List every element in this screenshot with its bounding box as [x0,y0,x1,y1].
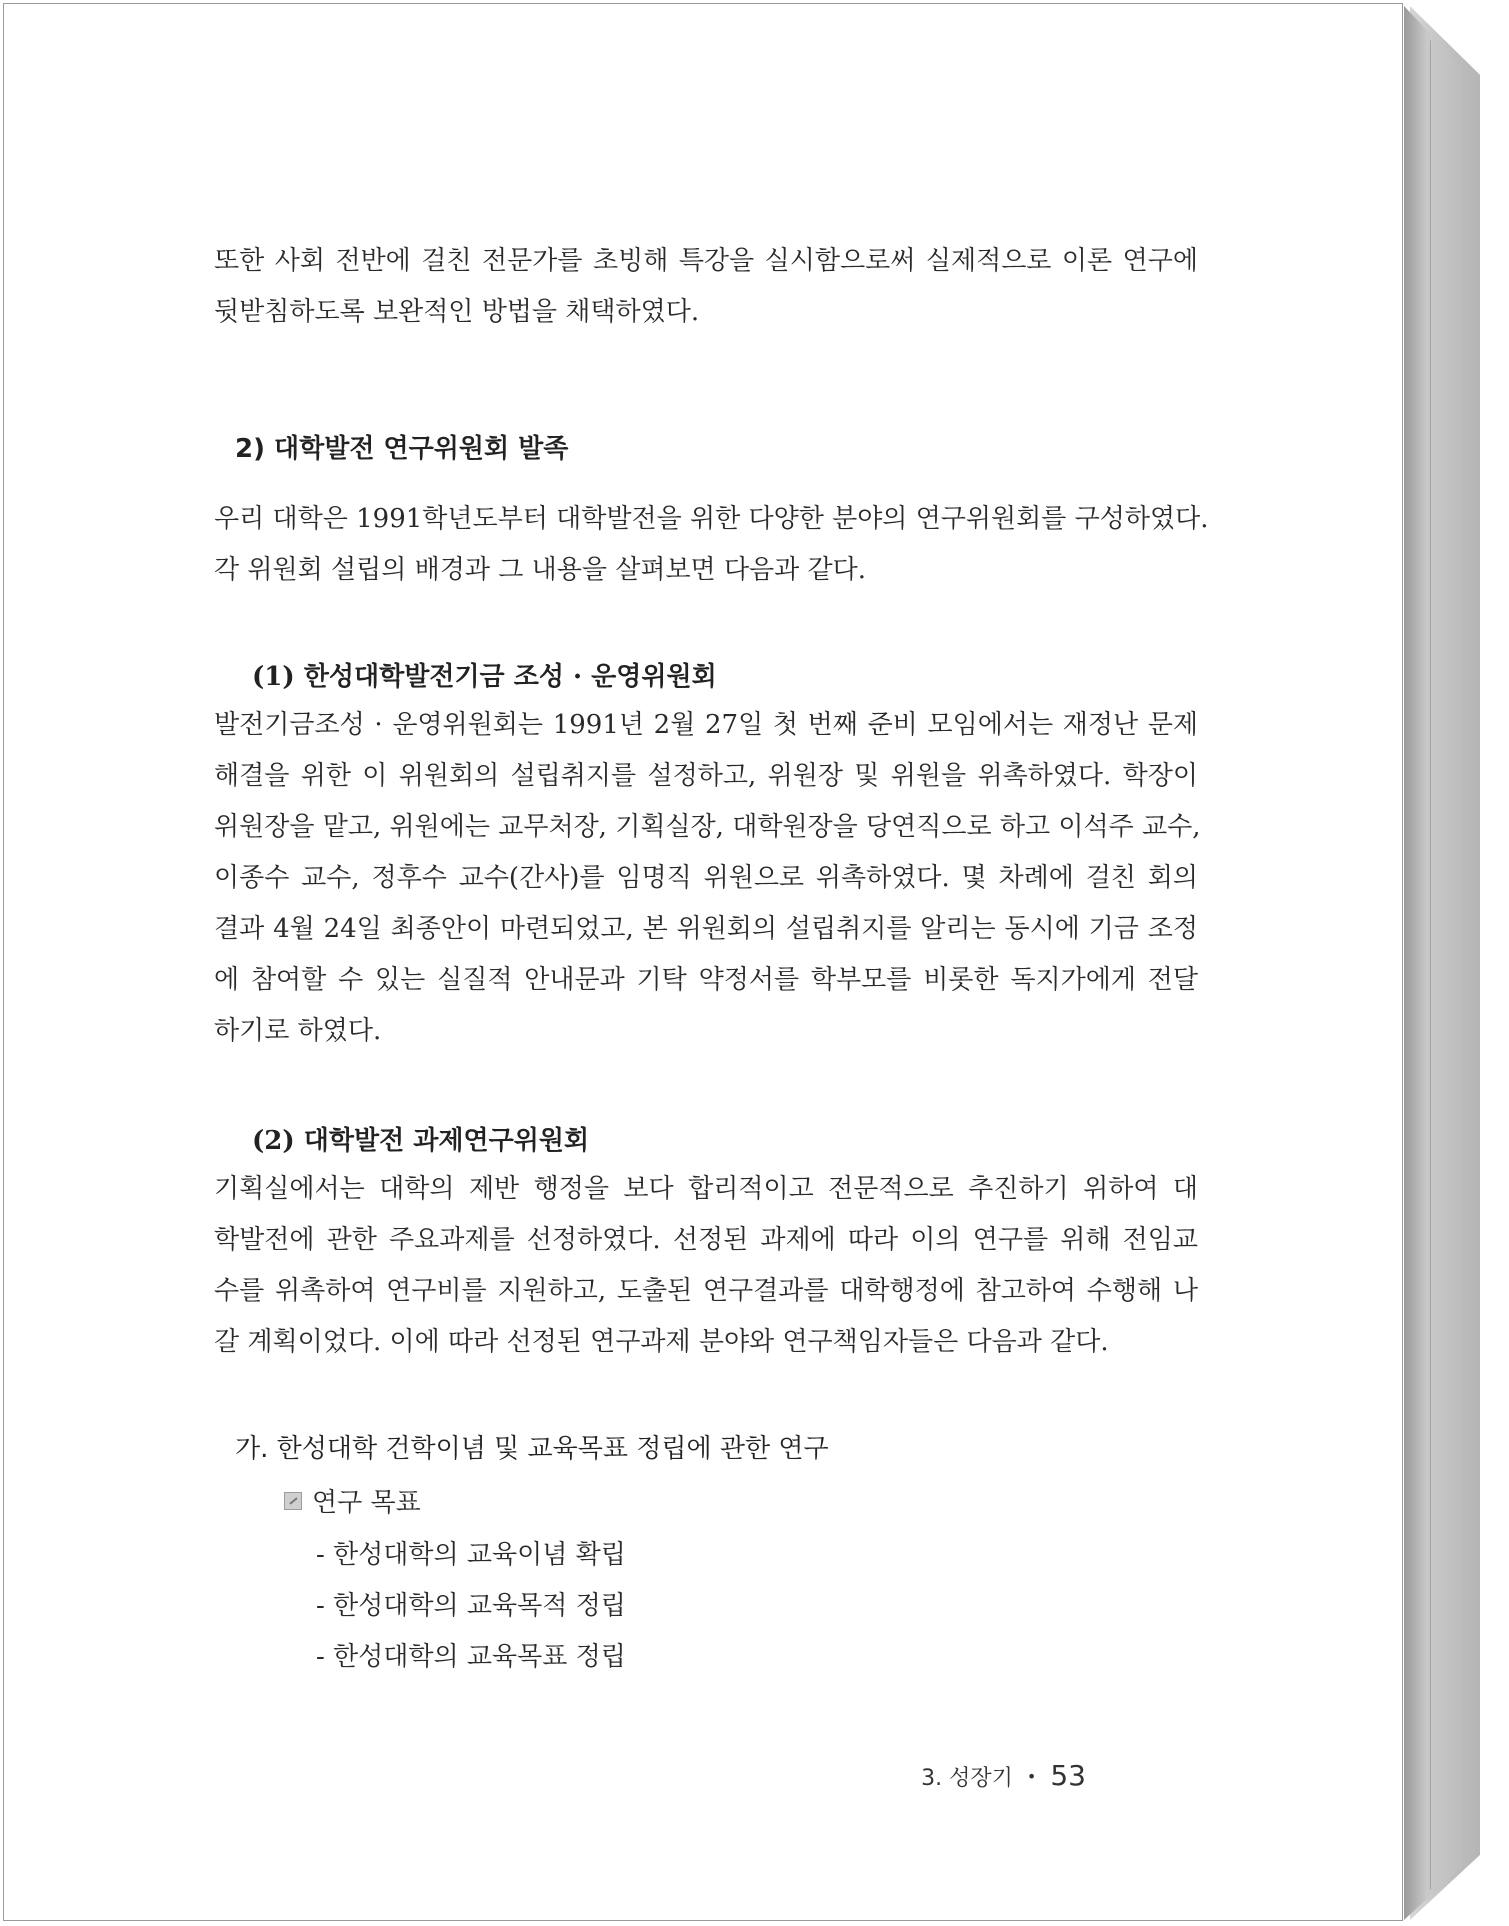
subsection2-paragraph [214,1164,1198,1368]
book-page [3,3,1403,1921]
page-stack-lines [1430,40,1471,1890]
checkbox-icon [284,1492,302,1510]
paragraph-line: 수를 위촉하여 연구비를 지원하고, 도출된 연구결과를 대학행정에 참고하여 수행해 나 [214,1276,1198,1306]
subsection-heading: (2) 대학발전 과제연구위원회 [252,1126,590,1156]
subsection-heading: (1) 한성대학발전기금 조성 · 운영위원회 [252,662,717,692]
section-heading: 2) 대학발전 연구위원회 발족 [235,434,569,464]
paragraph-line: 하기로 하였다. [214,1016,382,1046]
paragraph-line: 또한 사회 전반에 걸친 전문가를 초빙해 특강을 실시함으로써 실제적으로 이론 연구에 [214,246,1198,276]
chapter-title: 3. 성장기 [921,1766,1013,1791]
paragraph-line: 에 참여할 수 있는 실질적 안내문과 기탁 약정서를 학부모를 비롯한 독지가에게 전달 [214,965,1198,995]
list-item: - 한성대학의 교육목적 정립 [316,1591,626,1621]
subsection1-paragraph [214,700,1201,1057]
paragraph-line: 결과 4월 24일 최종안이 마련되었고, 본 위원회의 설립취지를 알리는 동시에 기금 조정 [214,914,1198,944]
separator-dot: • [1026,1767,1037,1786]
paragraph-line: 기획실에서는 대학의 제반 행정을 보다 합리적이고 전문적으로 추진하기 위하여 대 [214,1174,1198,1204]
list-item: - 한성대학의 교육목표 정립 [316,1642,626,1672]
page-footer [921,1759,1086,1792]
research-goal-label [284,1482,421,1519]
paragraph-line: 발전기금조성 · 운영위원회는 1991년 2월 27일 첫 번째 준비 모임에서는 재정난 문제 [214,710,1198,740]
research-topic-heading: 가. 한성대학 건학이념 및 교육목표 정립에 관한 연구 [235,1434,829,1464]
paragraph-line: 갈 계획이었다. 이에 따라 선정된 연구과제 분야와 연구책임자들은 다음과 같다. [214,1327,1109,1357]
list-item: - 한성대학의 교육이념 확립 [316,1540,626,1570]
paragraph-line: 위원장을 맡고, 위원에는 교무처장, 기획실장, 대학원장을 당연직으로 하고 이석주 교수, [214,812,1201,842]
page-number: 53 [1050,1759,1086,1792]
section2-paragraph [214,494,1209,596]
paragraph-line: 이종수 교수, 정후수 교수(간사)를 임명직 위원으로 위촉하였다. 몇 차례에 걸친 회의 [214,863,1198,893]
intro-paragraph [214,236,1198,338]
paragraph-line: 뒷받침하도록 보완적인 방법을 채택하였다. [214,297,700,327]
paragraph-line: 각 위원회 설립의 배경과 그 내용을 살펴보면 다음과 같다. [214,555,867,585]
paragraph-line: 해결을 위한 이 위원회의 설립취지를 설정하고, 위원장 및 위원을 위촉하였다. 학장이 [214,761,1198,791]
research-goal-text: 연구 목표 [312,1488,421,1518]
paragraph-line: 우리 대학은 1991학년도부터 대학발전을 위한 다양한 분야의 연구위원회를 구성하였다. [214,504,1209,534]
paragraph-line: 학발전에 관한 주요과제를 선정하였다. 선정된 과제에 따라 이의 연구를 위해 전임교 [214,1225,1198,1255]
